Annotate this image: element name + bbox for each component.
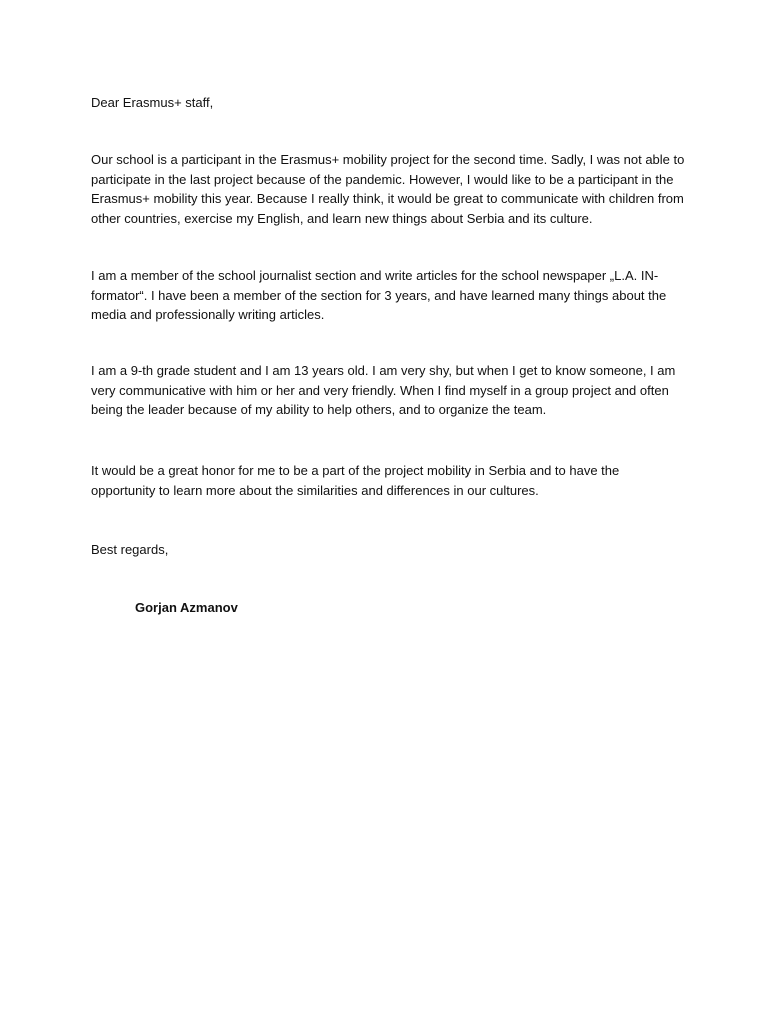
paragraph-line: media and professionally writing articles. [91, 307, 325, 322]
paragraph-line: opportunity to learn more about the similarities and differences in our cultures. [91, 482, 539, 498]
paragraph-line: very communicative with him or her and very friendly. When I find myself in a group project and often [91, 382, 669, 398]
paragraph-line: Our school is a participant in the Erasmus+ mobility project for the second time. Sadly, I was not able to [91, 152, 685, 167]
letter-paragraph-1 [91, 150, 691, 228]
paragraph-line: participate in the last project because of the pandemic. However, I would like to be a participant in the [91, 171, 674, 187]
paragraph-line: I am a 9-th grade student and I am 13 years old. I am very shy, but when I get to know someone, I am [91, 363, 676, 378]
paragraph-line: Erasmus+ mobility this year. Because I really think, it would be great to communicate with children from [91, 191, 684, 206]
letter-paragraph-3 [91, 361, 691, 420]
letter-paragraph-4 [91, 461, 691, 500]
letter-signature: Gorjan Azmanov [135, 600, 238, 615]
letter-closing: Best regards, [91, 542, 169, 557]
paragraph-line: formator“. I have been a member of the section for 3 years, and have learned many things about the [91, 287, 667, 303]
paragraph-line: It would be a great honor for me to be a part of the project mobility in Serbia and to have the [91, 463, 620, 478]
paragraph-line: other countries, exercise my English, and learn new things about Serbia and its culture. [91, 210, 593, 226]
letter-greeting: Dear Erasmus+ staff, [91, 95, 214, 110]
paragraph-line: I am a member of the school journalist section and write articles for the school newspaper „L.A. IN- [91, 268, 659, 283]
letter-paragraph-2 [91, 266, 691, 325]
paragraph-line: being the leader because of my ability to help others, and to organize the team. [91, 402, 547, 417]
